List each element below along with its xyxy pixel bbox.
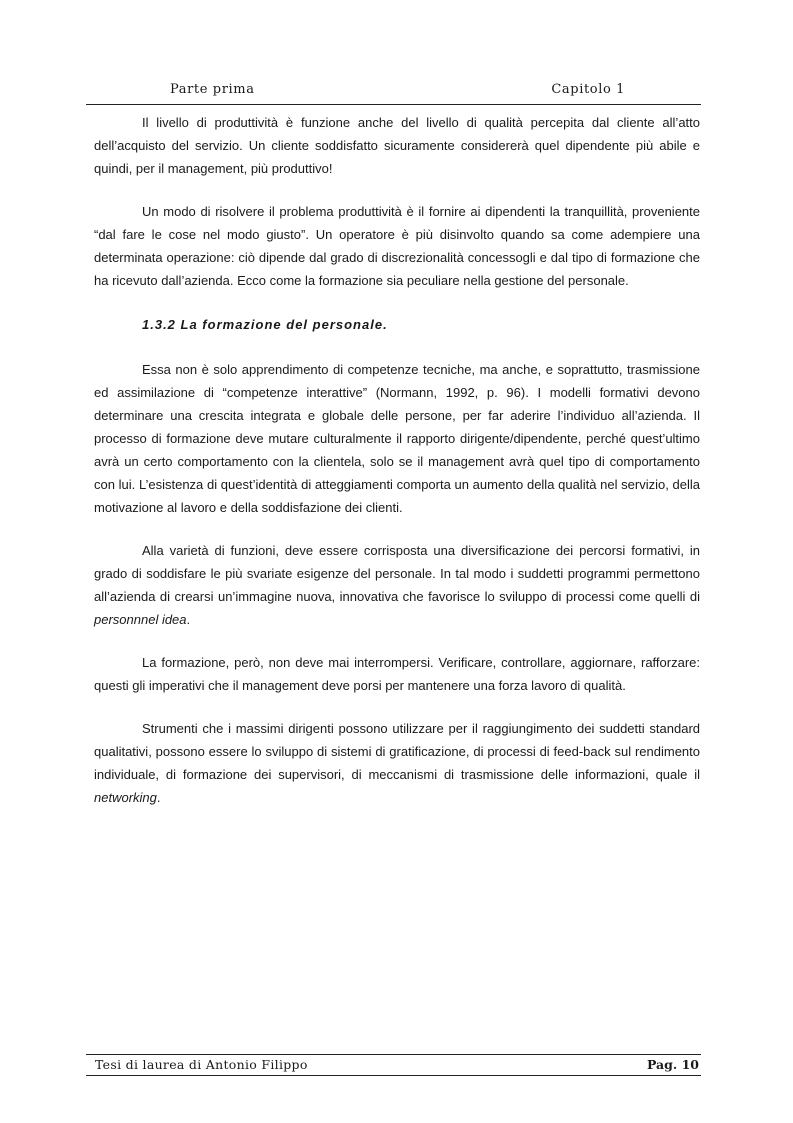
paragraph-text: Strumenti che i massimi dirigenti possono utilizzare per il raggiungimento dei suddetti standard qualitativi, possono essere lo sviluppo di sistemi di gratificazione, di processi di feed-back sul rendimento individuale, di formazione dei supervisori, di meccanismi di trasmissione delle informazioni, quale il <box>94 721 700 782</box>
page-number: Pag. 10 <box>646 1057 699 1072</box>
document-body <box>94 111 700 829</box>
page-header <box>86 78 701 105</box>
italic-term: networking <box>94 790 157 805</box>
paragraph <box>94 717 700 809</box>
paragraph: Il livello di produttività è funzione anche del livello di qualità percepita dal cliente all’atto dell’acquisto del servizio. Un cliente soddisfatto sicuramente considererà quel dipendente più abile e quindi, per il management, più produttivo! <box>94 115 700 176</box>
paragraph-end: . <box>156 790 161 805</box>
header-chapter: Capitolo 1 <box>551 82 625 97</box>
paragraph: La formazione, però, non deve mai interrompersi. Verificare, controllare, aggiornare, rafforzare: questi gli imperativi che il management deve porsi per mantenere una forza lavoro di qualità. <box>94 655 700 693</box>
paragraph-text: Alla varietà di funzioni, deve essere corrisposta una diversificazione dei percorsi formativi, in grado di soddisfare le più svariate esigenze del personale. In tal modo i suddetti programmi permettono all’azienda di crearsi un’immagine nuova, innovativa che favorisce lo sviluppo di processi come quelli di <box>94 543 700 604</box>
header-part: Parte prima <box>170 82 255 97</box>
footer-thesis-author: Tesi di laurea di Antonio Filippo <box>95 1057 308 1072</box>
paragraph <box>94 539 700 631</box>
page-footer <box>86 1054 701 1076</box>
paragraph: Un modo di risolvere il problema produttività è il fornire ai dipendenti la tranquillità, proveniente “dal fare le cose nel modo giusto”. Un operatore è più disinvolto quando sa come adempiere una determinata operazione: ciò dipende dal grado di discrezionalità concessogli e dal tipo di formazione che ha ricevuto dall’azienda. Ecco come la formazione sia peculiare nella gestione del personale. <box>94 204 700 288</box>
paragraph-end: . <box>186 612 191 627</box>
italic-term: personnnel idea <box>94 612 187 627</box>
paragraph: Essa non è solo apprendimento di competenze tecniche, ma anche, e soprattutto, trasmissione ed assimilazione di “competenze interattive” (Normann, 1992, p. 96). I modelli formativi devono determinare una crescita integrata e globale delle persone, per far aderire l’individuo all’azienda. Il processo di formazione deve mutare culturalmente il rapporto dirigente/dipendente, perché quest’ultimo avrà un certo comportamento con la clientela, solo se il management avrà quel tipo di comportamento con lui. L’esistenza di quest’identità di atteggiamenti comporta un aumento della qualità nel servizio, della motivazione al lavoro e della soddisfazione dei clienti. <box>94 362 700 515</box>
section-heading: 1.3.2 La formazione del personale. <box>142 317 388 332</box>
